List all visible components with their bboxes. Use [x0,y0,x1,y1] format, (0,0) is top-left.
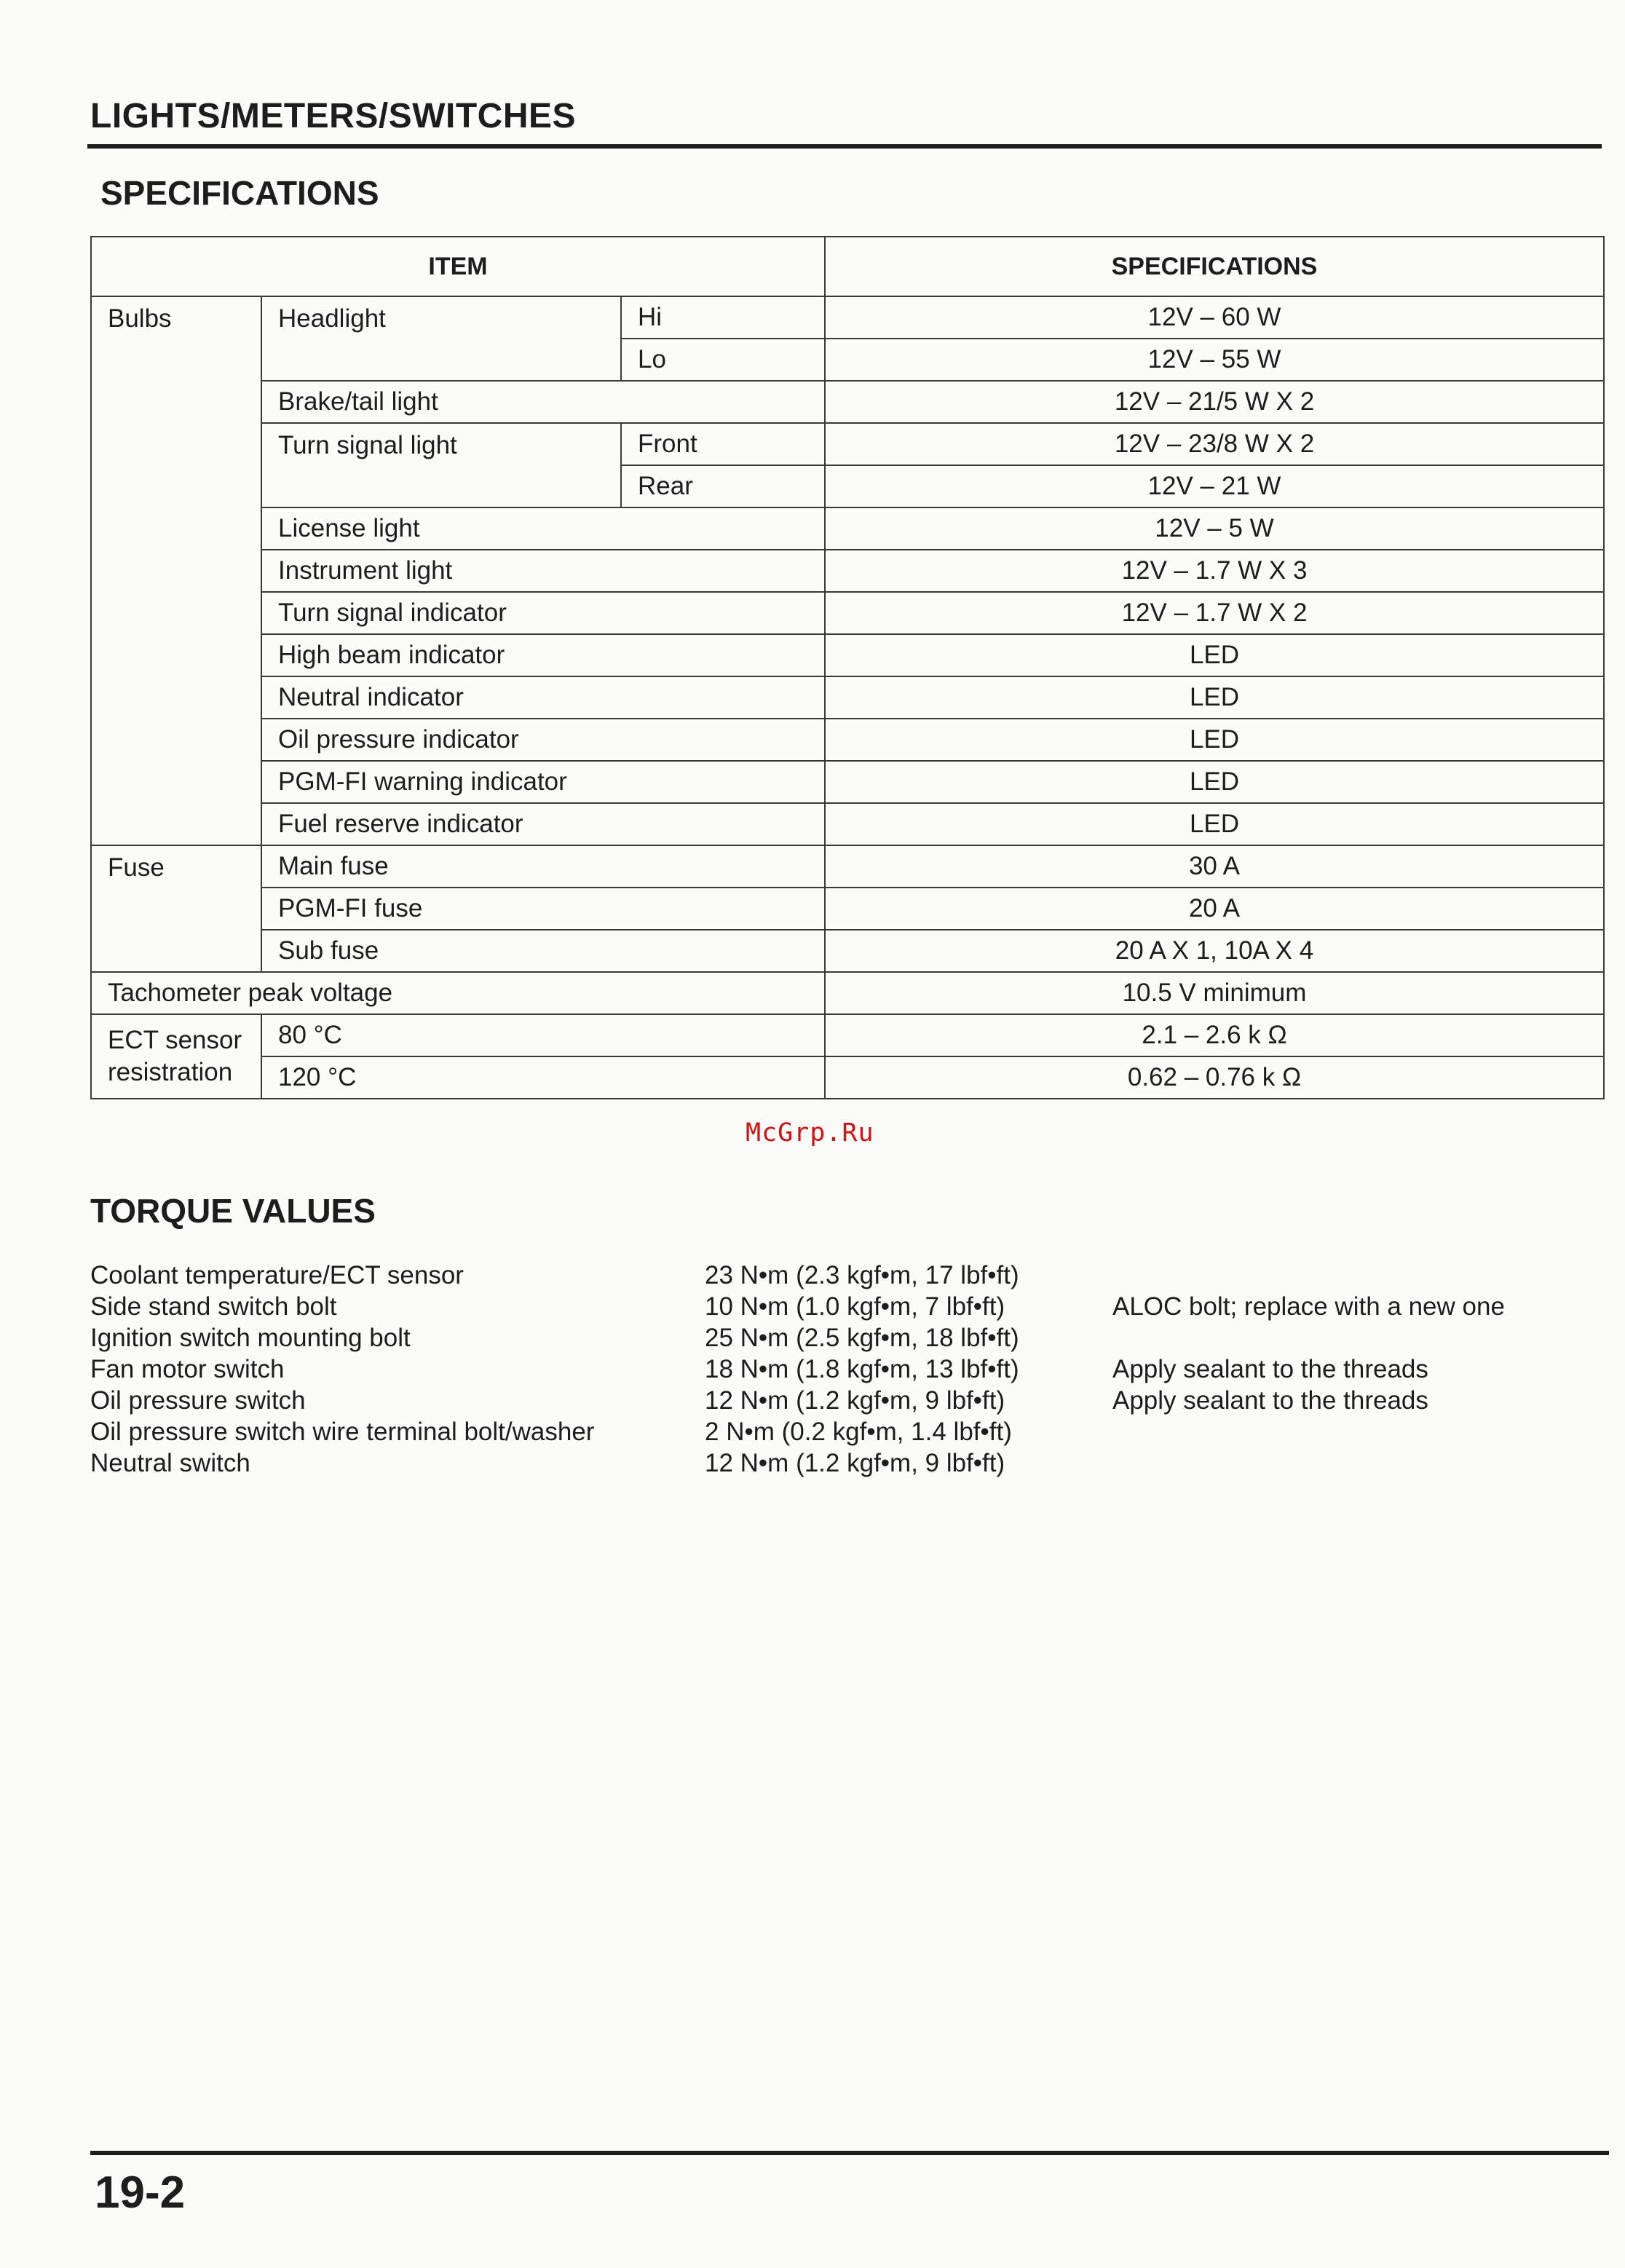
fuse-item-value: 30 A [825,845,1604,888]
table-row [91,761,1604,803]
torque-row [90,1355,1605,1386]
bulb-item-value: LED [825,676,1604,719]
bulb-item-label: Oil pressure indicator [261,719,825,761]
fuse-item-value: 20 A X 1, 10A X 4 [825,930,1604,972]
ect-temp-value: 2.1 – 2.6 k Ω [825,1014,1604,1056]
table-row [91,888,1604,930]
torque-item-name: Oil pressure switch [90,1386,306,1415]
torque-item-value: 25 N•m (2.5 kgf•m, 18 lbf•ft) [705,1324,1019,1352]
bulb-item-label: Neutral indicator [261,676,825,719]
table-row [91,634,1604,676]
item-column-header: ITEM [91,237,825,296]
bulb-item-value: 12V – 1.7 W X 2 [825,592,1604,634]
table-row [91,423,1604,465]
table-row [91,1056,1604,1099]
bulb-item-value: LED [825,803,1604,845]
headlight-hi-label: Hi [621,296,825,339]
tachometer-label: Tachometer peak voltage [91,972,825,1014]
page-header-title: LIGHTS/METERS/SWITCHES [90,97,577,135]
torque-row [90,1418,1605,1449]
bulb-item-value: 12V – 1.7 W X 3 [825,550,1604,592]
torque-item-name: Ignition switch mounting bolt [90,1324,411,1352]
table-row [91,1014,1604,1056]
header-rule [87,144,1602,149]
fuse-item-label: PGM-FI fuse [261,888,825,930]
table-row [91,676,1604,719]
torque-item-value: 23 N•m (2.3 kgf•m, 17 lbf•ft) [705,1261,1019,1289]
torque-item-value: 18 N•m (1.8 kgf•m, 13 lbf•ft) [705,1355,1019,1383]
table-row [91,592,1604,634]
brake-tail-label: Brake/tail light [261,381,825,423]
table-row [91,550,1604,592]
fuse-item-label: Main fuse [261,845,825,888]
spec-column-header: SPECIFICATIONS [825,237,1604,296]
turn-signal-label: Turn signal light [261,423,621,507]
specifications-table [90,236,1605,1099]
headlight-hi-value: 12V – 60 W [825,296,1604,339]
table-row [91,296,1604,339]
bulb-item-value: LED [825,719,1604,761]
tachometer-value: 10.5 V minimum [825,972,1604,1014]
torque-row [90,1324,1605,1355]
torque-item-name: Neutral switch [90,1449,250,1477]
turn-signal-rear-value: 12V – 21 W [825,465,1604,507]
torque-item-name: Side stand switch bolt [90,1292,337,1321]
ect-temp-label: 120 °C [261,1056,825,1099]
bulb-item-label: License light [261,507,825,550]
fuse-item-label: Sub fuse [261,930,825,972]
ect-sensor-label: ECT sensor resistration [91,1014,261,1099]
ect-temp-label: 80 °C [261,1014,825,1056]
torque-row [90,1261,1605,1292]
fuse-item-value: 20 A [825,888,1604,930]
torque-row [90,1449,1605,1480]
table-header-row [91,237,1604,296]
turn-signal-rear-label: Rear [621,465,825,507]
table-row [91,381,1604,423]
bulb-item-label: PGM-FI warning indicator [261,761,825,803]
bulb-item-label: High beam indicator [261,634,825,676]
table-row [91,719,1604,761]
torque-item-value: 12 N•m (1.2 kgf•m, 9 lbf•ft) [705,1386,1005,1415]
torque-row [90,1386,1605,1418]
torque-values-list [90,1261,1605,1480]
ect-temp-value: 0.62 – 0.76 k Ω [825,1056,1604,1099]
headlight-label: Headlight [261,296,621,381]
bulbs-group-label: Bulbs [91,296,261,845]
bulb-item-value: LED [825,634,1604,676]
torque-item-note: Apply sealant to the threads [1112,1386,1428,1415]
torque-item-name: Oil pressure switch wire terminal bolt/washer [90,1418,595,1446]
torque-item-note: Apply sealant to the threads [1112,1355,1428,1383]
table-row [91,930,1604,972]
torque-values-title: TORQUE VALUES [90,1192,376,1230]
torque-item-value: 12 N•m (1.2 kgf•m, 9 lbf•ft) [705,1449,1005,1477]
brake-tail-value: 12V – 21/5 W X 2 [825,381,1604,423]
bulb-item-label: Fuel reserve indicator [261,803,825,845]
torque-item-value: 2 N•m (0.2 kgf•m, 1.4 lbf•ft) [705,1418,1012,1446]
torque-item-note: ALOC bolt; replace with a new one [1112,1292,1505,1321]
table-row [91,845,1604,888]
bulb-item-value: 12V – 5 W [825,507,1604,550]
table-row [91,972,1604,1014]
watermark-text: McGrp.Ru [746,1118,874,1147]
headlight-lo-value: 12V – 55 W [825,339,1604,381]
bulb-item-label: Instrument light [261,550,825,592]
page-number: 19-2 [95,2168,186,2218]
specifications-title: SPECIFICATIONS [100,174,379,212]
table-row [91,507,1604,550]
torque-item-name: Coolant temperature/ECT sensor [90,1261,464,1289]
turn-signal-front-label: Front [621,423,825,465]
bulb-item-label: Turn signal indicator [261,592,825,634]
torque-item-name: Fan motor switch [90,1355,285,1383]
footer-rule [90,2151,1609,2155]
torque-item-value: 10 N•m (1.0 kgf•m, 7 lbf•ft) [705,1292,1005,1321]
table-row [91,803,1604,845]
bulb-item-value: LED [825,761,1604,803]
fuse-group-label: Fuse [91,845,261,972]
turn-signal-front-value: 12V – 23/8 W X 2 [825,423,1604,465]
headlight-lo-label: Lo [621,339,825,381]
torque-row [90,1292,1605,1324]
